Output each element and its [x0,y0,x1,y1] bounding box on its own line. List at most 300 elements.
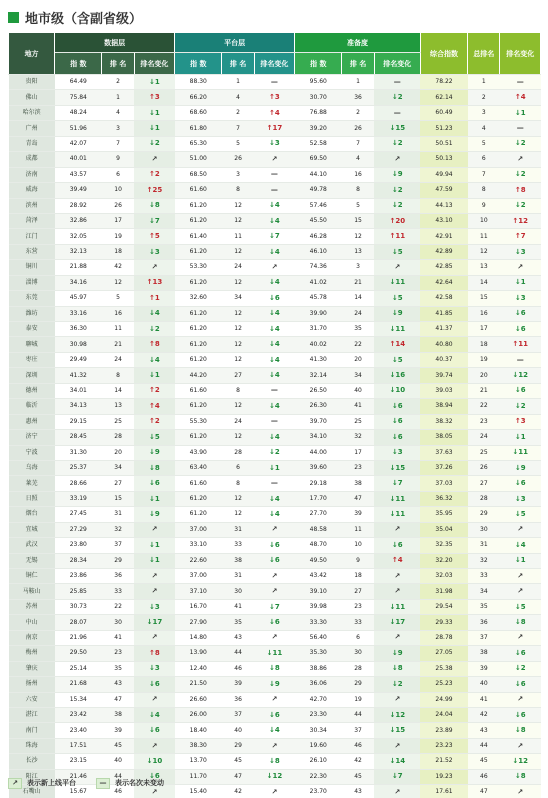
rank-change-value: ↓6 [149,479,160,488]
rank-change-value: ↗ [271,262,278,271]
composite-index-cell: 38.05 [420,430,467,445]
data-change-cell [134,306,174,321]
platform-change-cell [254,136,294,151]
legend-unchanged [96,778,164,789]
platform-change-cell [254,167,294,182]
rank-change-value: ↗ [517,787,524,796]
rank-change-value: ↓1 [149,540,160,549]
total-change-cell [500,430,541,445]
platform-index-cell: 38.30 [175,738,222,753]
platform-rank-cell: 41 [222,599,254,614]
table-row [9,90,541,105]
readiness-index-cell: 42.70 [295,692,342,707]
data-rank-cell: 30 [102,615,134,630]
readiness-rank-cell: 11 [342,522,374,537]
region-name-cell: 六安 [9,692,55,707]
composite-index-cell: 37.03 [420,476,467,491]
platform-change-cell [254,754,294,769]
total-rank-cell: 22 [468,399,500,414]
rank-change-value: ↓15 [389,124,406,133]
table-row [9,491,541,506]
region-name-cell: 滨州 [9,198,55,213]
readiness-index-cell: 48.58 [295,522,342,537]
platform-index-cell: 61.20 [175,213,222,228]
platform-change-cell [254,661,294,676]
readiness-rank-cell: 9 [342,553,374,568]
readiness-index-cell: 45.50 [295,213,342,228]
readiness-index-cell: 26.30 [295,399,342,414]
rank-change-value: ↓3 [514,247,526,256]
table-row [9,507,541,522]
rank-change-value: ↓17 [146,618,163,627]
readiness-rank-cell: 47 [342,491,374,506]
table-row [9,430,541,445]
composite-index-cell: 41.85 [420,306,467,321]
total-rank-cell: 40 [468,677,500,692]
data-change-cell [134,754,174,769]
rank-change-value: ↓4 [269,216,280,225]
platform-change-cell [254,615,294,630]
rank-change-value: ↓9 [391,170,403,179]
header-data-rank: 排 名 [102,53,134,75]
readiness-change-cell [374,445,420,460]
region-name-cell: 淄博 [9,275,55,290]
readiness-index-cell: 44.10 [295,167,342,182]
readiness-change-cell [374,785,420,798]
total-change-cell [500,136,541,151]
composite-index-cell: 23.89 [420,723,467,738]
table-row [9,723,541,738]
data-rank-cell: 32 [102,522,134,537]
platform-change-cell [254,75,294,90]
rank-change-value: ↗ [517,695,524,704]
total-change-cell [500,352,541,367]
platform-rank-cell: 24 [222,260,254,275]
rank-change-value: ↓5 [391,247,403,256]
rank-change-value: ↓3 [391,448,403,457]
table-row [9,213,541,228]
platform-change-cell [254,460,294,475]
rank-change-value: ↑2 [149,386,160,395]
rank-change-value: ↑17 [266,124,283,133]
platform-index-cell: 32.60 [175,291,222,306]
composite-index-cell: 35.04 [420,522,467,537]
platform-index-cell: 26.00 [175,707,222,722]
platform-rank-cell: 7 [222,121,254,136]
header-data-index: 指 数 [55,53,102,75]
data-change-cell [134,75,174,90]
data-rank-cell: 29 [102,553,134,568]
data-index-cell: 32.13 [55,244,102,259]
data-index-cell: 29.50 [55,646,102,661]
data-change-cell [134,569,174,584]
readiness-rank-cell: 2 [342,105,374,120]
readiness-change-cell [374,152,420,167]
table-row [9,615,541,630]
readiness-rank-cell: 24 [342,306,374,321]
data-rank-cell: 38 [102,707,134,722]
platform-index-cell: 14.80 [175,630,222,645]
region-name-cell: 湛江 [9,707,55,722]
readiness-change-cell [374,322,420,337]
total-rank-cell: 27 [468,476,500,491]
data-change-cell [134,430,174,445]
platform-rank-cell: 29 [222,738,254,753]
table-row [9,322,541,337]
rank-change-value: ↓11 [266,648,283,657]
region-name-cell: 南门 [9,723,55,738]
composite-index-cell: 39.74 [420,368,467,383]
platform-change-cell [254,707,294,722]
total-rank-cell: 4 [468,121,500,136]
rank-change-value: ↗ [271,787,278,796]
data-change-cell [134,183,174,198]
readiness-index-cell: 34.10 [295,430,342,445]
readiness-index-cell: 39.90 [295,306,342,321]
platform-change-cell [254,738,294,753]
header-data-change: 排名变化 [134,53,174,75]
rank-change-value: ↑4 [391,556,403,565]
data-index-cell: 45.97 [55,291,102,306]
composite-index-cell: 40.37 [420,352,467,367]
readiness-change-cell [374,213,420,228]
composite-index-cell: 32.20 [420,553,467,568]
rank-change-value: ↓9 [391,648,403,657]
rank-change-value: ↗ [394,695,401,704]
readiness-rank-cell: 27 [342,584,374,599]
rank-change-value: ↓1 [149,494,160,503]
platform-index-cell: 61.20 [175,491,222,506]
platform-rank-cell: 12 [222,198,254,213]
rank-change-value: ↓7 [149,216,160,225]
table-row [9,754,541,769]
data-index-cell: 21.46 [55,769,102,784]
platform-change-cell [254,769,294,784]
data-change-cell [134,136,174,151]
total-change-cell [500,785,541,798]
readiness-rank-cell: 41 [342,399,374,414]
region-name-cell: 马鞍山 [9,584,55,599]
readiness-index-cell: 29.18 [295,476,342,491]
rank-change-value: ↓2 [514,664,526,673]
data-rank-cell: 4 [102,105,134,120]
readiness-rank-cell: 39 [342,507,374,522]
total-rank-cell: 43 [468,723,500,738]
composite-index-cell: 21.52 [420,754,467,769]
total-change-cell [500,646,541,661]
rank-change-value: ↓2 [391,93,403,102]
readiness-rank-cell: 1 [342,75,374,90]
rank-change-value: ↓6 [514,648,526,657]
total-rank-cell: 45 [468,754,500,769]
rank-change-value: ↗ [151,695,158,704]
data-rank-cell: 12 [102,275,134,290]
rank-change-value: ↑3 [269,93,280,102]
data-rank-cell: 42 [102,260,134,275]
rank-change-value: ↗ [517,571,524,580]
rank-change-value: ↑8 [514,185,526,194]
platform-index-cell: 26.60 [175,692,222,707]
data-rank-cell: 21 [102,337,134,352]
legend-new-label: 表示新上线平台 [27,779,76,787]
legend-new-platform [8,778,76,789]
readiness-index-cell: 74.36 [295,260,342,275]
readiness-index-cell: 33.30 [295,615,342,630]
rank-change-value: ↓11 [389,509,406,518]
platform-change-cell [254,183,294,198]
total-change-cell [500,599,541,614]
platform-rank-cell: 1 [222,75,254,90]
platform-index-cell: 63.40 [175,460,222,475]
region-name-cell: 苏州 [9,599,55,614]
data-rank-cell: 6 [102,167,134,182]
total-change-cell [500,738,541,753]
composite-index-cell: 43.10 [420,213,467,228]
platform-index-cell: 61.20 [175,430,222,445]
readiness-change-cell [374,677,420,692]
total-rank-cell: 47 [468,785,500,798]
data-index-cell: 34.13 [55,399,102,414]
rank-change-value: — [393,108,401,117]
table-body [9,75,541,798]
rank-change-value: ↓2 [391,139,403,148]
readiness-rank-cell: 5 [342,198,374,213]
table-row [9,260,541,275]
rank-change-value: ↓8 [149,463,160,472]
data-rank-cell: 20 [102,445,134,460]
platform-rank-cell: 42 [222,785,254,798]
platform-rank-cell: 5 [222,136,254,151]
rank-change-value: ↓1 [149,124,160,133]
region-name-cell: 深圳 [9,368,55,383]
data-rank-cell: 28 [102,430,134,445]
rank-change-value: ↓2 [514,139,526,148]
data-index-cell: 28.92 [55,198,102,213]
readiness-rank-cell: 30 [342,646,374,661]
total-rank-cell: 39 [468,661,500,676]
rank-change-value: ↓6 [269,293,280,302]
platform-change-cell [254,430,294,445]
data-index-cell: 21.68 [55,677,102,692]
table-row [9,291,541,306]
rank-change-value: ↗ [394,741,401,750]
rank-change-value: ↓9 [269,679,280,688]
readiness-rank-cell: 8 [342,183,374,198]
readiness-change-cell [374,105,420,120]
data-index-cell: 39.49 [55,183,102,198]
platform-index-cell: 61.20 [175,244,222,259]
data-index-cell: 27.29 [55,522,102,537]
rank-change-value: ↑14 [389,340,406,349]
data-change-cell [134,275,174,290]
table-row [9,244,541,259]
platform-rank-cell: 12 [222,337,254,352]
rank-change-value: ↓8 [391,664,403,673]
region-name-cell: 惠州 [9,414,55,429]
readiness-index-cell: 44.00 [295,445,342,460]
section-title-text: 地市级（含副省级） [25,11,143,27]
platform-rank-cell: 39 [222,677,254,692]
readiness-rank-cell: 15 [342,213,374,228]
data-rank-cell: 3 [102,121,134,136]
readiness-rank-cell: 43 [342,785,374,798]
rank-change-value: ↗ [151,587,158,596]
readiness-change-cell [374,692,420,707]
data-index-cell: 33.16 [55,306,102,321]
data-change-cell [134,584,174,599]
platform-index-cell: 61.20 [175,322,222,337]
rank-change-value: ↑13 [146,278,163,287]
rank-change-value: ↗ [271,525,278,534]
rank-change-value: ↑12 [512,216,529,225]
rank-change-value: ↑7 [514,232,526,241]
table-row [9,630,541,645]
rank-change-value: ↓6 [269,710,280,719]
platform-rank-cell: 12 [222,507,254,522]
platform-change-cell [254,322,294,337]
platform-rank-cell: 34 [222,291,254,306]
platform-change-cell [254,306,294,321]
readiness-change-cell [374,399,420,414]
composite-index-cell: 49.94 [420,167,467,182]
composite-index-cell: 42.64 [420,275,467,290]
header-readiness-change: 排名变化 [374,53,420,75]
rank-change-value: ↓8 [149,201,160,210]
composite-index-cell: 24.99 [420,692,467,707]
composite-index-cell: 36.32 [420,491,467,506]
rank-change-value: ↑4 [149,401,160,410]
composite-index-cell: 42.85 [420,260,467,275]
readiness-index-cell: 31.70 [295,322,342,337]
total-rank-cell: 3 [468,105,500,120]
unchanged-icon: — [96,778,110,789]
platform-index-cell: 22.60 [175,553,222,568]
total-change-cell [500,414,541,429]
rank-change-value: ↓8 [514,618,526,627]
data-index-cell: 33.19 [55,491,102,506]
data-index-cell: 23.42 [55,707,102,722]
total-change-cell [500,553,541,568]
table-row [9,198,541,213]
readiness-index-cell: 40.02 [295,337,342,352]
rank-change-value: ↑2 [149,417,160,426]
data-index-cell: 43.57 [55,167,102,182]
table-row [9,275,541,290]
readiness-rank-cell: 7 [342,136,374,151]
region-name-cell: 梅州 [9,646,55,661]
composite-index-cell: 42.91 [420,229,467,244]
total-rank-cell: 17 [468,322,500,337]
platform-rank-cell: 12 [222,491,254,506]
rank-change-value: ↓4 [149,710,160,719]
platform-index-cell: 61.20 [175,399,222,414]
region-name-cell: 菏泽 [9,213,55,228]
rank-change-value: ↓1 [149,77,160,86]
platform-change-cell [254,491,294,506]
platform-rank-cell: 12 [222,275,254,290]
composite-index-cell: 51.23 [420,121,467,136]
rank-change-value: ↗ [394,571,401,580]
readiness-change-cell [374,414,420,429]
rank-change-value: ↓3 [514,494,526,503]
data-rank-cell: 7 [102,136,134,151]
data-rank-cell: 46 [102,785,134,798]
data-change-cell [134,213,174,228]
region-name-cell: 铜川 [9,260,55,275]
rank-change-value: ↓2 [269,448,280,457]
readiness-rank-cell: 37 [342,723,374,738]
readiness-index-cell: 23.30 [295,707,342,722]
readiness-change-cell [374,723,420,738]
data-rank-cell: 19 [102,229,134,244]
total-change-cell [500,491,541,506]
readiness-change-cell [374,244,420,259]
data-change-cell [134,352,174,367]
rank-change-value: ↓5 [391,293,403,302]
platform-index-cell: 37.10 [175,584,222,599]
data-change-cell [134,538,174,553]
rank-change-value: ↑25 [146,185,163,194]
readiness-rank-cell: 40 [342,383,374,398]
data-index-cell: 32.86 [55,213,102,228]
data-rank-cell: 34 [102,460,134,475]
platform-change-cell [254,584,294,599]
readiness-change-cell [374,569,420,584]
readiness-change-cell [374,136,420,151]
readiness-index-cell: 76.88 [295,105,342,120]
readiness-rank-cell: 32 [342,430,374,445]
platform-change-cell [254,569,294,584]
header-total-rank-change: 排名变化 [500,33,541,75]
header-readiness-rank: 排 名 [342,53,374,75]
data-rank-cell: 26 [102,198,134,213]
readiness-change-cell [374,383,420,398]
region-name-cell: 无锡 [9,553,55,568]
total-rank-cell: 14 [468,275,500,290]
data-index-cell: 21.88 [55,260,102,275]
rank-change-value: — [393,77,401,86]
readiness-change-cell [374,661,420,676]
rank-change-value: — [270,479,278,488]
data-index-cell: 36.30 [55,322,102,337]
table-row [9,414,541,429]
total-change-cell [500,152,541,167]
total-change-cell [500,522,541,537]
table-row [9,476,541,491]
header-platform-index: 指 数 [175,53,222,75]
rank-change-value: ↑4 [269,108,280,117]
rank-change-value: — [270,417,278,426]
platform-index-cell: 61.20 [175,306,222,321]
data-index-cell: 21.96 [55,630,102,645]
platform-rank-cell: 3 [222,167,254,182]
data-index-cell: 25.14 [55,661,102,676]
platform-rank-cell: 26 [222,152,254,167]
platform-rank-cell: 2 [222,105,254,120]
data-rank-cell: 33 [102,584,134,599]
rank-change-value: — [516,355,524,364]
readiness-rank-cell: 26 [342,121,374,136]
readiness-change-cell [374,491,420,506]
rank-change-value: ↓4 [269,509,280,518]
readiness-index-cell: 41.30 [295,352,342,367]
data-change-cell [134,507,174,522]
rank-change-value: ↗ [151,262,158,271]
header-region: 地方 [9,33,55,75]
data-change-cell [134,630,174,645]
table-row [9,677,541,692]
total-change-cell [500,105,541,120]
